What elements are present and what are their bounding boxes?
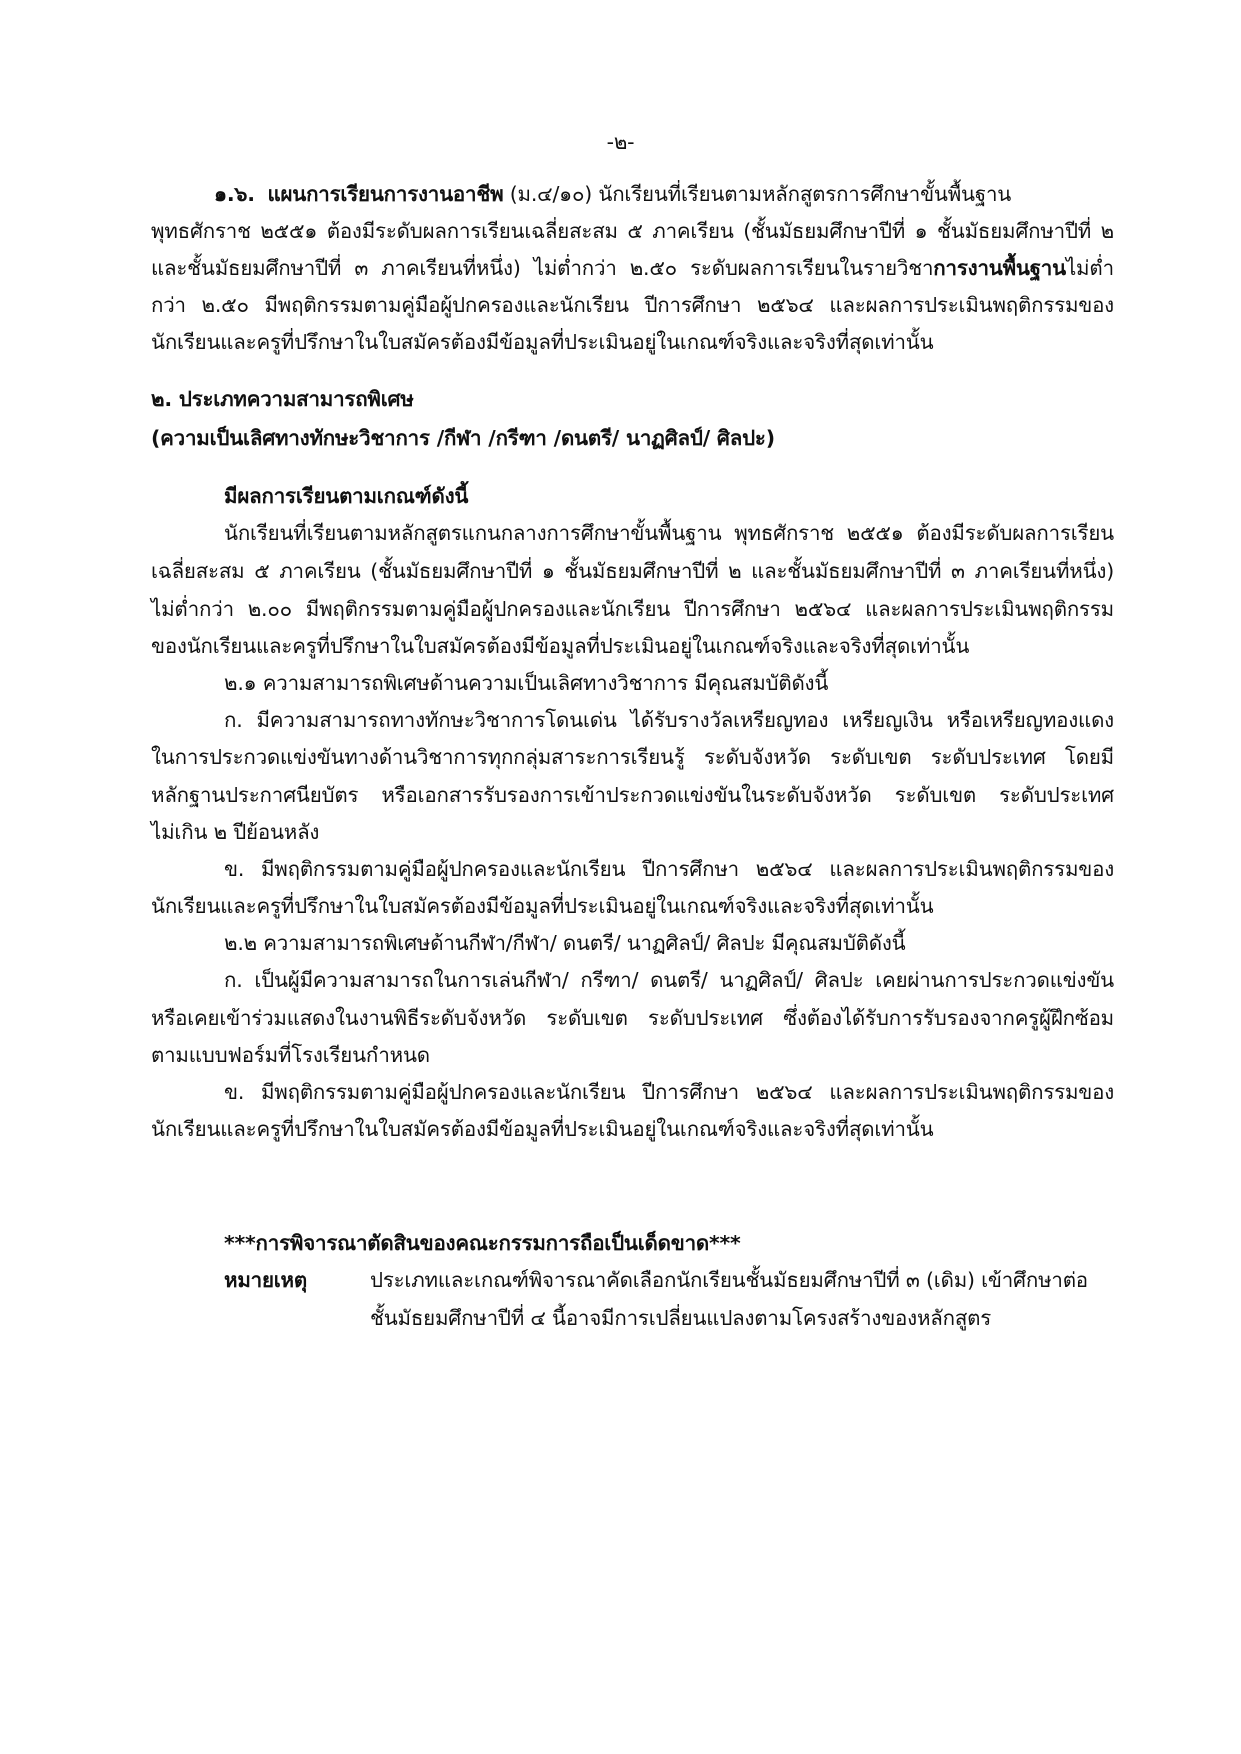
- sub-2-1-a-line-4: ไม่เกิน ๒ ปีย้อนหลัง: [151, 820, 320, 844]
- criteria-line-3: ไม่ต่ำกว่า ๒.๐๐ มีพฤติกรรมตามคู่มือผู้ปกครองและนักเรียน ปีการศึกษา ๒๕๖๔ และผลการประเมินพฤติกรรม: [151, 597, 1114, 621]
- section-1-6-line-2: พุทธศักราช ๒๕๕๑ ต้องมีระดับผลการเรียนเฉลี่ยสะสม ๕ ภาคเรียน (ชั้นมัธยมศึกษาปีที่ ๑ ชั้นมัธยมศึกษาปีที่ ๒: [151, 219, 1114, 243]
- sub-2-2-a-line-3: ตามแบบฟอร์มที่โรงเรียนกำหนด: [151, 1043, 430, 1067]
- decision-note: ***การพิจารณาตัดสินของคณะกรรมการถือเป็นเด็ดขาด***: [224, 1231, 741, 1255]
- sub-2-2-b-line-1: ข. มีพฤติกรรมตามคู่มือผู้ปกครองและนักเรียน ปีการศึกษา ๒๕๖๔ และผลการประเมินพฤติกรรมของ: [224, 1080, 1114, 1104]
- sub-2-2-a-line-1: ก. เป็นผู้มีความสามารถในการเล่นกีฬา/ กรีฑา/ ดนตรี/ นาฏศิลป์/ ศิลปะ เคยผ่านการประกวดแข่งขัน: [224, 968, 1114, 992]
- section-1-6-line-3: [151, 250, 1114, 286]
- line-3-end: ไม่ต่ำ: [1065, 256, 1114, 280]
- criteria-line-4: ของนักเรียนและครูที่ปรึกษาในใบสมัครต้องมีข้อมูลที่ประเมินอยู่ในเกณฑ์จริงและจริงที่สุดเท่านั้น: [151, 634, 970, 658]
- remark-line-1: ประเภทและเกณฑ์พิจารณาคัดเลือกนักเรียนชั้นมัธยมศึกษาปีที่ ๓ (เดิม) เข้าศึกษาต่อ: [370, 1268, 1088, 1292]
- sub-2-1-heading: ๒.๑ ความสามารถพิเศษด้านความเป็นเลิศทางวิชาการ มีคุณสมบัติดังนี้: [224, 671, 829, 695]
- sub-2-2-heading: ๒.๒ ความสามารถพิเศษด้านกีฬา/กีฬา/ ดนตรี/ นาฏศิลป์/ ศิลปะ มีคุณสมบัติดังนี้: [224, 931, 906, 955]
- criteria-line-2: เฉลี่ยสะสม ๕ ภาคเรียน (ชั้นมัธยมศึกษาปีที่ ๑ ชั้นมัธยมศึกษาปีที่ ๒ และชั้นมัธยมศึกษาปีที่ ๓ ภาคเรียนที่หนึ่ง): [151, 559, 1114, 583]
- remark-label: หมายเหตุ: [224, 1268, 307, 1292]
- line-3-bold: การงานพื้นฐาน: [933, 256, 1066, 280]
- page-number: -๒-: [606, 130, 635, 154]
- section-title: แผนการเรียนการงานอาชีพ: [267, 182, 504, 206]
- section-1-6-line-1-rest: (ม.๔/๑๐) นักเรียนที่เรียนตามหลักสูตรการศึกษาขั้นพื้นฐาน: [509, 182, 1012, 206]
- sub-2-2-b-line-2: นักเรียนและครูที่ปรึกษาในใบสมัครต้องมีข้อมูลที่ประเมินอยู่ในเกณฑ์จริงและจริงที่สุดเท่านั้น: [151, 1117, 934, 1141]
- sub-2-2-a-line-2: หรือเคยเข้าร่วมแสดงในงานพิธีระดับจังหวัด ระดับเขต ระดับประเทศ ซึ่งต้องได้รับการรับรองจากครูผู้ฝึกซ้อม: [151, 1006, 1114, 1030]
- section-2-subheading: (ความเป็นเลิศทางทักษะวิชาการ /กีฬา /กรีฑา /ดนตรี/ นาฏศิลป์/ ศิลปะ): [151, 426, 775, 450]
- line-3-text: และชั้นมัธยมศึกษาปีที่ ๓ ภาคเรียนที่หนึ่ง) ไม่ต่ำกว่า ๒.๕๐ ระดับผลการเรียนในรายวิชา: [151, 256, 934, 280]
- remark-line-2: ชั้นมัธยมศึกษาปีที่ ๔ นี้อาจมีการเปลี่ยนแปลงตามโครงสร้างของหลักสูตร: [370, 1306, 992, 1330]
- sub-2-1-b-line-1: ข. มีพฤติกรรมตามคู่มือผู้ปกครองและนักเรียน ปีการศึกษา ๒๕๖๔ และผลการประเมินพฤติกรรมของ: [224, 857, 1114, 881]
- sub-2-1-a-line-2: ในการประกวดแข่งขันทางด้านวิชาการทุกกลุ่มสาระการเรียนรู้ ระดับจังหวัด ระดับเขต ระดับประเทศ โดยมี: [151, 745, 1114, 769]
- sub-2-1-b-line-2: นักเรียนและครูที่ปรึกษาในใบสมัครต้องมีข้อมูลที่ประเมินอยู่ในเกณฑ์จริงและจริงที่สุดเท่านั้น: [151, 894, 934, 918]
- section-1-6-line-5: นักเรียนและครูที่ปรึกษาในใบสมัครต้องมีข้อมูลที่ประเมินอยู่ในเกณฑ์จริงและจริงที่สุดเท่านั้น: [151, 330, 934, 354]
- section-2-heading: ๒. ประเภทความสามารถพิเศษ: [151, 387, 414, 411]
- sub-2-1-a-line-3: หลักฐานประกาศนียบัตร หรือเอกสารรับรองการเข้าประกวดแข่งขันในระดับจังหวัด ระดับเขต ระดับประเทศ: [151, 783, 1114, 807]
- sub-2-1-a-line-1: ก. มีความสามารถทางทักษะวิชาการโดนเด่น ได้รับรางวัลเหรียญทอง เหรียญเงิน หรือเหรียญทองแดง: [224, 708, 1114, 732]
- criteria-heading: มีผลการเรียนตามเกณฑ์ดังนี้: [224, 484, 469, 508]
- criteria-line-1: นักเรียนที่เรียนตามหลักสูตรแกนกลางการศึกษาขั้นพื้นฐาน พุทธศักราช ๒๕๕๑ ต้องมีระดับผลการเรียน: [224, 521, 1114, 545]
- section-1-6-line-1: [214, 176, 1011, 212]
- section-number: ๑.๖.: [214, 182, 255, 206]
- section-1-6-line-4: กว่า ๒.๕๐ มีพฤติกรรมตามคู่มือผู้ปกครองและนักเรียน ปีการศึกษา ๒๕๖๔ และผลการประเมินพฤติกรรมของ: [151, 293, 1114, 317]
